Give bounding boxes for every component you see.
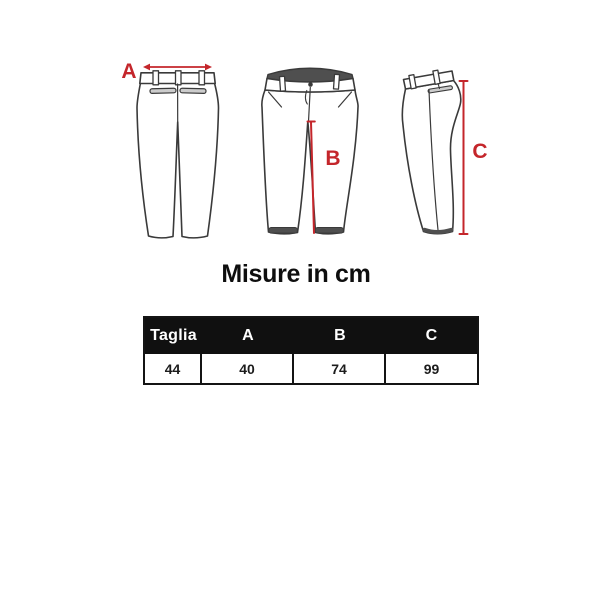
size-table-cell-a: 40 — [202, 354, 294, 383]
pants-front-view-drawing — [262, 68, 358, 234]
size-diagrams — [0, 0, 600, 260]
size-table-cell-c: 99 — [423, 360, 440, 377]
size-table-cell-b: 74 — [294, 354, 386, 383]
pants-side-view-drawing — [402, 70, 461, 234]
size-table-header-b: B — [334, 327, 346, 344]
size-table-header-taglia: Taglia — [150, 327, 197, 344]
size-table — [143, 316, 479, 385]
size-table-data-row — [145, 354, 477, 383]
size-table-header-row — [145, 318, 477, 354]
measurement-label-c: C — [472, 140, 488, 163]
size-table-header-a: A — [242, 327, 254, 344]
size-chart-title: Misure in cm — [221, 260, 371, 288]
measurement-line-a — [143, 64, 212, 71]
measurement-label-b: B — [325, 147, 341, 170]
size-table-cell-taglia: 44 — [145, 354, 202, 383]
measurement-label-a: A — [121, 60, 137, 83]
size-table-header-c: C — [425, 327, 438, 344]
pants-back-view-drawing — [137, 71, 219, 238]
